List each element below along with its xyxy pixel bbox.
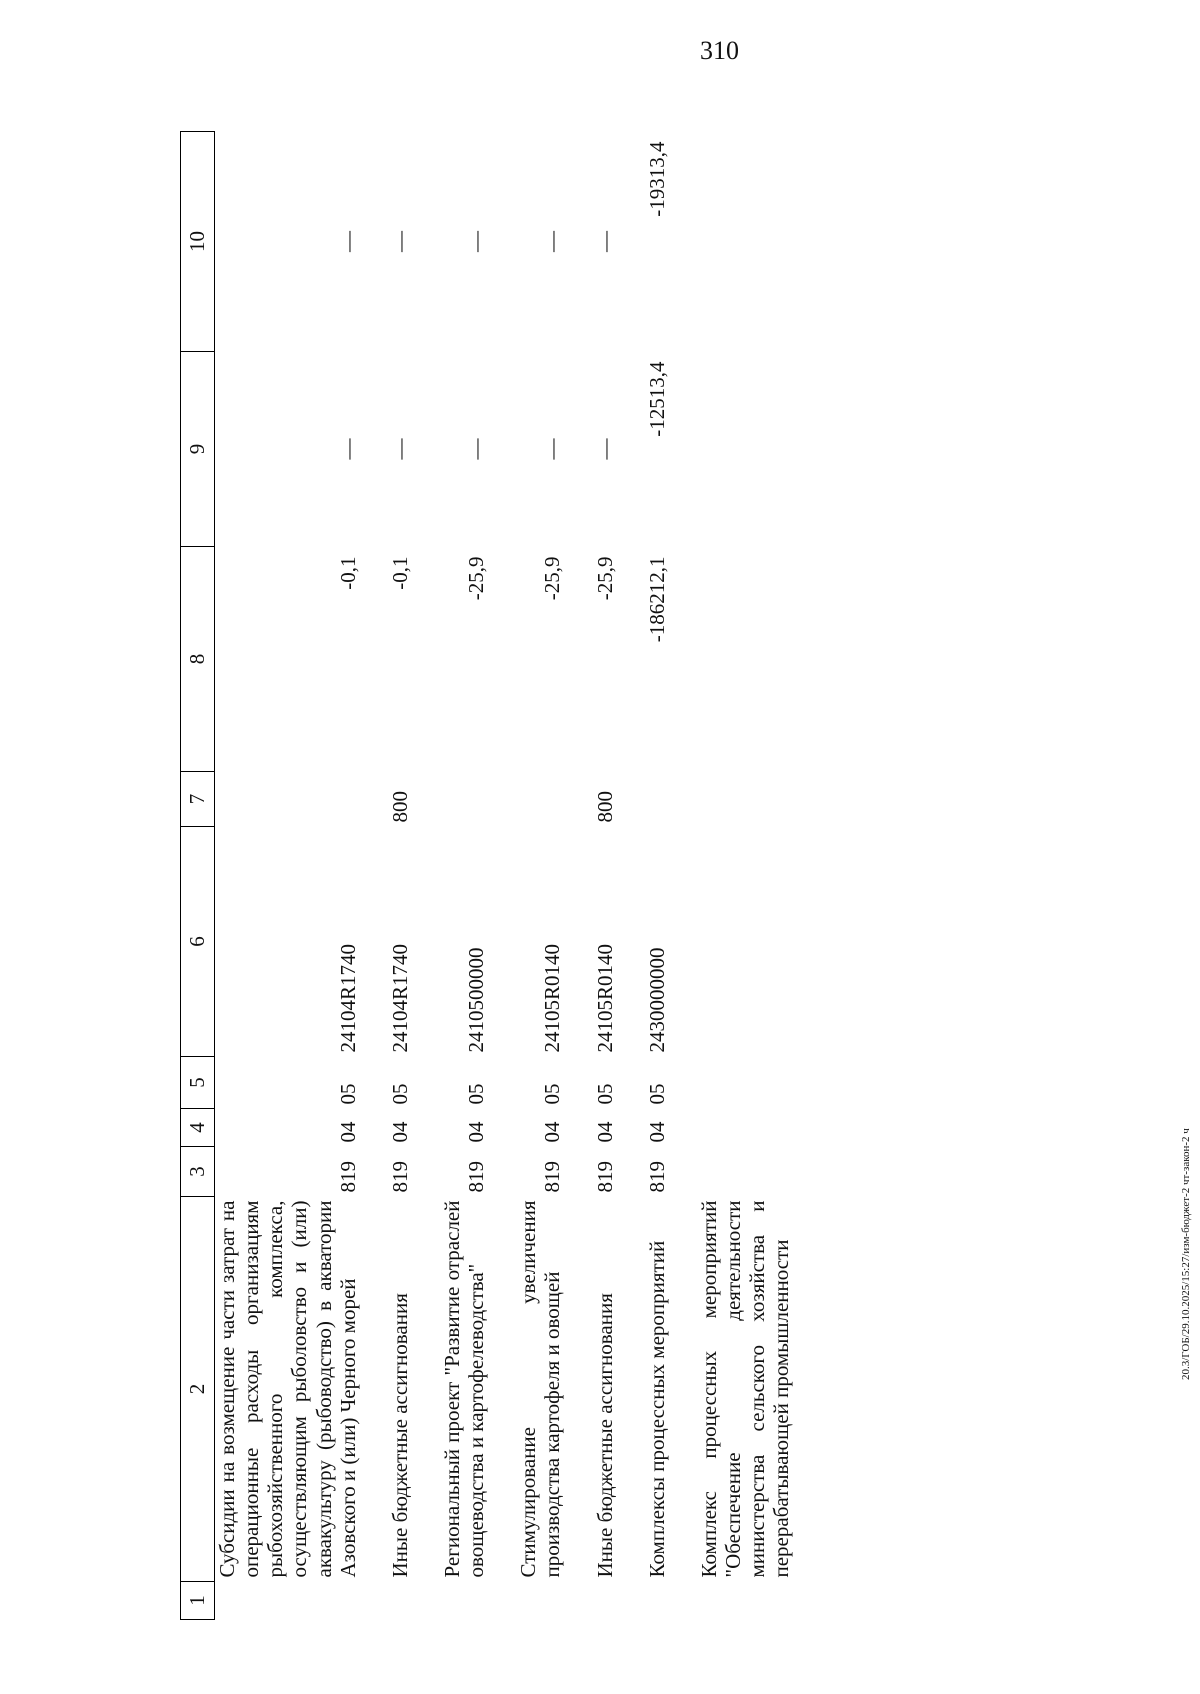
- row-name: Стимулирование увеличения производства картофеля и овощей: [516, 1200, 565, 1578]
- cell-c5: 05: [387, 1083, 412, 1105]
- header-col-10: 10: [181, 132, 215, 352]
- cell-c3: 819: [387, 1161, 412, 1193]
- cell-c5: 05: [335, 1083, 360, 1105]
- cell-c6: 24105R0140: [540, 943, 565, 1053]
- cell-c5: 05: [540, 1083, 565, 1105]
- cell-c4: 04: [387, 1121, 412, 1143]
- table-row: [215, 132, 360, 1620]
- cell-c6: 2410500000: [464, 947, 489, 1053]
- row-name: Региональный проект "Развитие отраслей овощеводства и картофелеводства": [439, 1200, 489, 1578]
- cell-c4: 04: [644, 1121, 669, 1143]
- cell-c3: 819: [592, 1161, 617, 1193]
- cell-c6: 24104R1740: [387, 943, 412, 1053]
- cell-c6: 24104R1740: [335, 943, 360, 1053]
- cell-c4: 04: [335, 1121, 360, 1143]
- cell-c5: 05: [464, 1083, 489, 1105]
- header-col-6: 6: [181, 827, 215, 1057]
- cell-c7: 800: [387, 791, 412, 823]
- header-col-2: 2: [181, 1197, 215, 1582]
- cell-c10: [697, 132, 794, 352]
- cell-c4: 04: [540, 1121, 565, 1143]
- cell-c8: -25,9: [540, 556, 565, 601]
- table-row: [593, 132, 617, 1620]
- cell-c4: 04: [464, 1121, 489, 1143]
- cell-c8: [697, 547, 794, 772]
- cell-c8: -25,9: [464, 556, 489, 601]
- cell-c3: [697, 1147, 794, 1197]
- cell-c7: [215, 772, 360, 827]
- table-row: [440, 132, 488, 1620]
- cell-c8: -25,9: [592, 556, 617, 601]
- budget-table: [180, 131, 793, 1620]
- page-number: 310: [700, 36, 739, 65]
- cell-c8: -0,1: [335, 556, 360, 590]
- cell-c4: [697, 1109, 794, 1147]
- row-name: Иные бюджетные ассигнования: [387, 1293, 412, 1578]
- cell-c7: [645, 772, 669, 827]
- cell-c10: —: [335, 231, 360, 252]
- rotated-table-sheet: [180, 75, 1140, 1620]
- row-name: Комплекс процессных мероприятий "Обеспечение деятельности министерства сельского хозяйства и перерабатывающей промышленности: [696, 1200, 794, 1578]
- cell-c6: 24105R0140: [592, 943, 617, 1053]
- cell-c9: —: [592, 438, 617, 460]
- cell-c10: —: [387, 231, 412, 252]
- cell-c4: 04: [592, 1121, 617, 1143]
- cell-c5: 05: [592, 1083, 617, 1105]
- cell-c10: —: [464, 231, 489, 252]
- cell-c7: [516, 772, 564, 827]
- cell-c10: —: [592, 231, 617, 252]
- cell-c9: [697, 352, 794, 547]
- cell-c10: -19313,4: [644, 141, 669, 217]
- cell-c9: —: [387, 438, 412, 460]
- row-name: Субсидии на возмещение части затрат на операционные расходы организациям рыбохозяйственного комплекса, осуществляющим рыболовство и (или) аквакультуру (рыбоводство) в акватории Азовского и (или) Черного морей: [215, 1200, 360, 1578]
- cell-c7: [440, 772, 488, 827]
- header-col-8: 8: [181, 547, 215, 772]
- cell-c7: [697, 772, 794, 827]
- header-col-7: 7: [181, 772, 215, 827]
- cell-c5: 05: [644, 1083, 669, 1105]
- cell-c3: 819: [464, 1161, 489, 1193]
- cell-c8: -186212,1: [644, 556, 669, 643]
- table-row: [697, 132, 794, 1620]
- cell-c7: 800: [592, 791, 617, 823]
- row-name: Комплексы процессных мероприятий: [644, 1240, 669, 1578]
- cell-c9: -12513,4: [644, 361, 669, 437]
- cell-c9: —: [335, 438, 360, 460]
- header-col-3: 3: [181, 1147, 215, 1197]
- cell-c9: —: [540, 438, 565, 460]
- cell-c3: 819: [335, 1161, 360, 1193]
- header-col-1: 1: [181, 1582, 215, 1620]
- cell-c8: -0,1: [387, 556, 412, 590]
- row-name: Иные бюджетные ассигнования: [592, 1293, 617, 1578]
- table-row: [645, 132, 669, 1620]
- cell-c10: —: [540, 231, 565, 252]
- cell-c5: [697, 1057, 794, 1109]
- cell-c3: 819: [540, 1161, 565, 1193]
- header-col-5: 5: [181, 1057, 215, 1109]
- header-col-4: 4: [181, 1109, 215, 1147]
- header-row: [181, 132, 215, 1620]
- cell-c9: —: [464, 438, 489, 460]
- cell-c3: 819: [644, 1161, 669, 1193]
- cell-c6: 2430000000: [644, 947, 669, 1053]
- document-footer-code: 20.3/ГОБ/29.10.2025/15:27/изм-бюджет-2 чт-закон-2 ч: [1180, 1128, 1192, 1380]
- header-col-9: 9: [181, 352, 215, 547]
- table-row: [516, 132, 564, 1620]
- table-row: [388, 132, 412, 1620]
- cell-c6: [697, 827, 794, 1057]
